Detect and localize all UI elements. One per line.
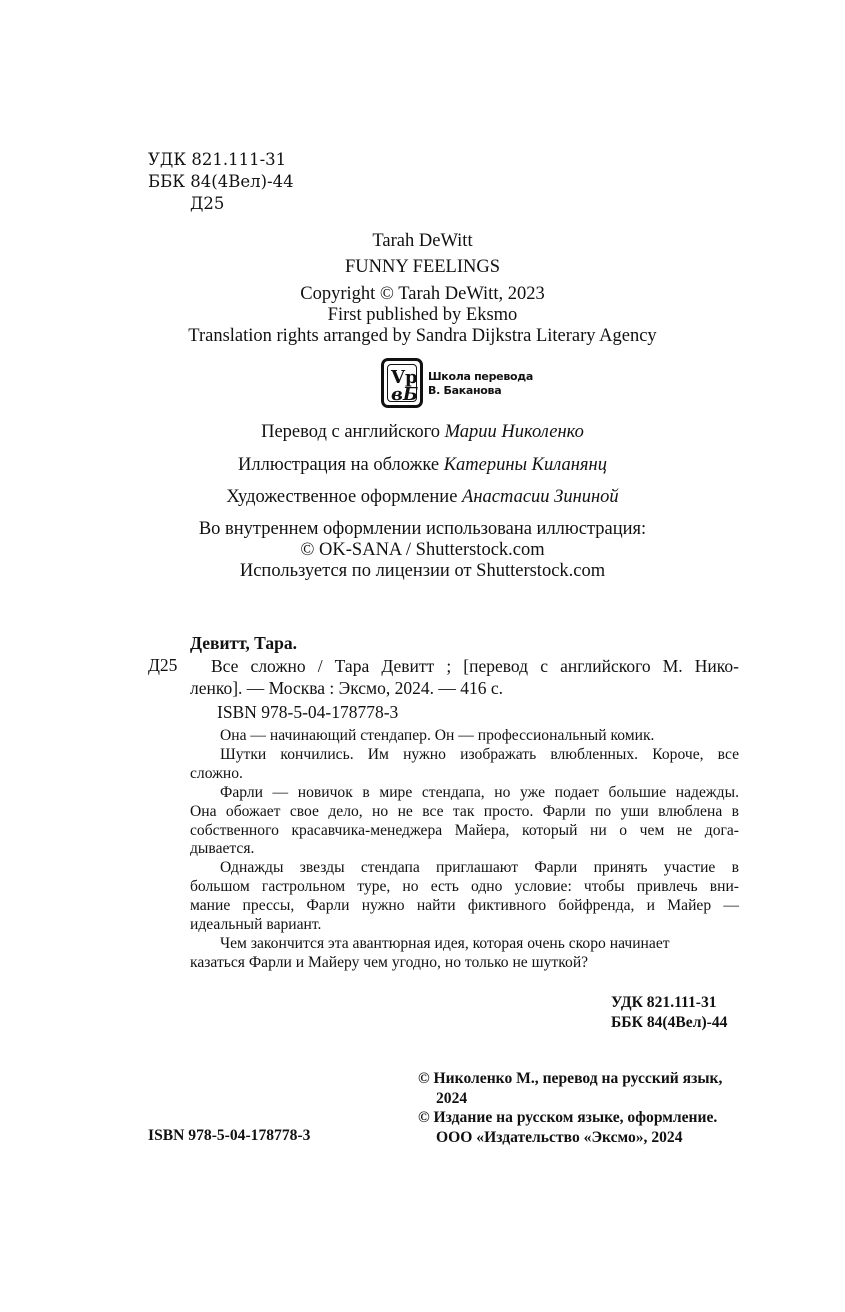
translator-name: Марии Николенко: [444, 422, 584, 442]
first-published: First published by Eksmo: [327, 305, 518, 325]
logo-caption-line2: В. Баканова: [428, 384, 502, 397]
annotation: [190, 727, 739, 973]
author-mark: Д25: [190, 194, 225, 213]
footer-copyright: [418, 1069, 722, 1147]
copyright1-line2: 2024: [436, 1089, 468, 1107]
bbk-code: ББК 84(4Вел)-44: [148, 172, 294, 191]
bib-mark: Д25: [148, 655, 178, 675]
footer-udk: УДК 821.111-31: [611, 994, 717, 1011]
original-author: Tarah DeWitt: [372, 231, 473, 251]
bib-isbn: ISBN 978-5-04-178778-3: [217, 702, 399, 722]
bib-author-heading: Девитт, Тара.: [190, 633, 298, 653]
cover-artist-name: Катерины Киланянц: [443, 455, 607, 475]
annotation-p4-line4: идеальный вариант.: [190, 916, 322, 934]
bib-description-line2: ленко]. — Москва : Эксмо, 2024. — 416 с.: [190, 678, 504, 698]
annotation-p1: Она — начинающий стендапер. Он — профессиональный комик.: [220, 727, 655, 744]
bib-description: [190, 655, 739, 699]
logo-frame: [387, 364, 419, 405]
annotation-p2-line1: Шутки кончились. Им нужно изображать влюбленных. Короче, все: [220, 745, 739, 763]
original-title: FUNNY FEELINGS: [344, 257, 501, 277]
original-copyright: Copyright © Tarah DeWitt, 2023: [300, 284, 545, 304]
annotation-p3-line3: собственного красавчика-менеджера Майера, который ни о чем не дога-: [190, 821, 739, 839]
designer-name: Анастасии Зининой: [462, 487, 619, 507]
cover-credit: [0, 455, 845, 476]
illustration-line1: Во внутреннем оформлении использована иллюстрация:: [198, 519, 647, 539]
copyright2-line1: © Издание на русском языке, оформление.: [418, 1109, 718, 1126]
translator-label: Перевод с английского: [261, 422, 441, 442]
translation-rights: Translation rights arranged by Sandra Dijkstra Literary Agency: [188, 326, 657, 346]
annotation-p2-line2: сложно.: [190, 764, 243, 782]
copyright1-line1: © Николенко М., перевод на русский язык,: [418, 1070, 723, 1087]
design-credit: [0, 487, 845, 508]
annotation-p3-line4: дывается.: [190, 840, 255, 858]
illustration-line3: Используется по лицензии от Shutterstock.com: [239, 561, 606, 581]
annotation-p5-line1: Чем закончится эта авантюрная идея, которая очень скоро начинает: [220, 934, 670, 952]
copyright2-line2: ООО «Издательство «Эксмо», 2024: [436, 1128, 683, 1146]
logo-caption-line1: Школа перевода: [428, 370, 533, 383]
logo-letters: [391, 369, 418, 403]
annotation-p4-line2: большом гастрольном туре, но есть одно условие: чтобы привлечь вни-: [190, 878, 739, 896]
annotation-p3-line2: Она обожает свое дело, но не все так просто. Фарли по уши влюблена в: [190, 802, 739, 820]
udk-code: УДК 821.111-31: [148, 150, 287, 169]
footer-bbk: ББК 84(4Вел)-44: [611, 1014, 728, 1031]
design-label: Художественное оформление: [226, 487, 458, 507]
translator-credit: [0, 422, 845, 443]
logo-letters-bottom: вБ: [391, 384, 419, 405]
annotation-p5-line2: казаться Фарли и Майеру чем угодно, но только не шуткой?: [190, 953, 589, 971]
annotation-p3-line1: Фарли — новичок в мире стендапа, но уже подает большие надежды.: [220, 783, 739, 801]
logo-letters-top: Vр: [391, 367, 418, 388]
logo-caption: [428, 370, 533, 398]
annotation-p4-line3: мание прессы, Фарли нужно найти фиктивного бойфренда, и Майер —: [190, 897, 739, 915]
illustration-line2: © OK-SANA / Shutterstock.com: [300, 540, 545, 560]
annotation-p4-line1: Однажды звезды стендапа приглашают Фарли принять участие в: [220, 859, 739, 877]
translation-school-logo: [381, 358, 423, 408]
footer-isbn: ISBN 978-5-04-178778-3: [148, 1127, 311, 1144]
cover-label: Иллюстрация на обложке: [238, 455, 440, 475]
bib-description-line1: Все сложно / Тара Девитт ; [перевод с английского М. Нико-: [211, 656, 739, 676]
